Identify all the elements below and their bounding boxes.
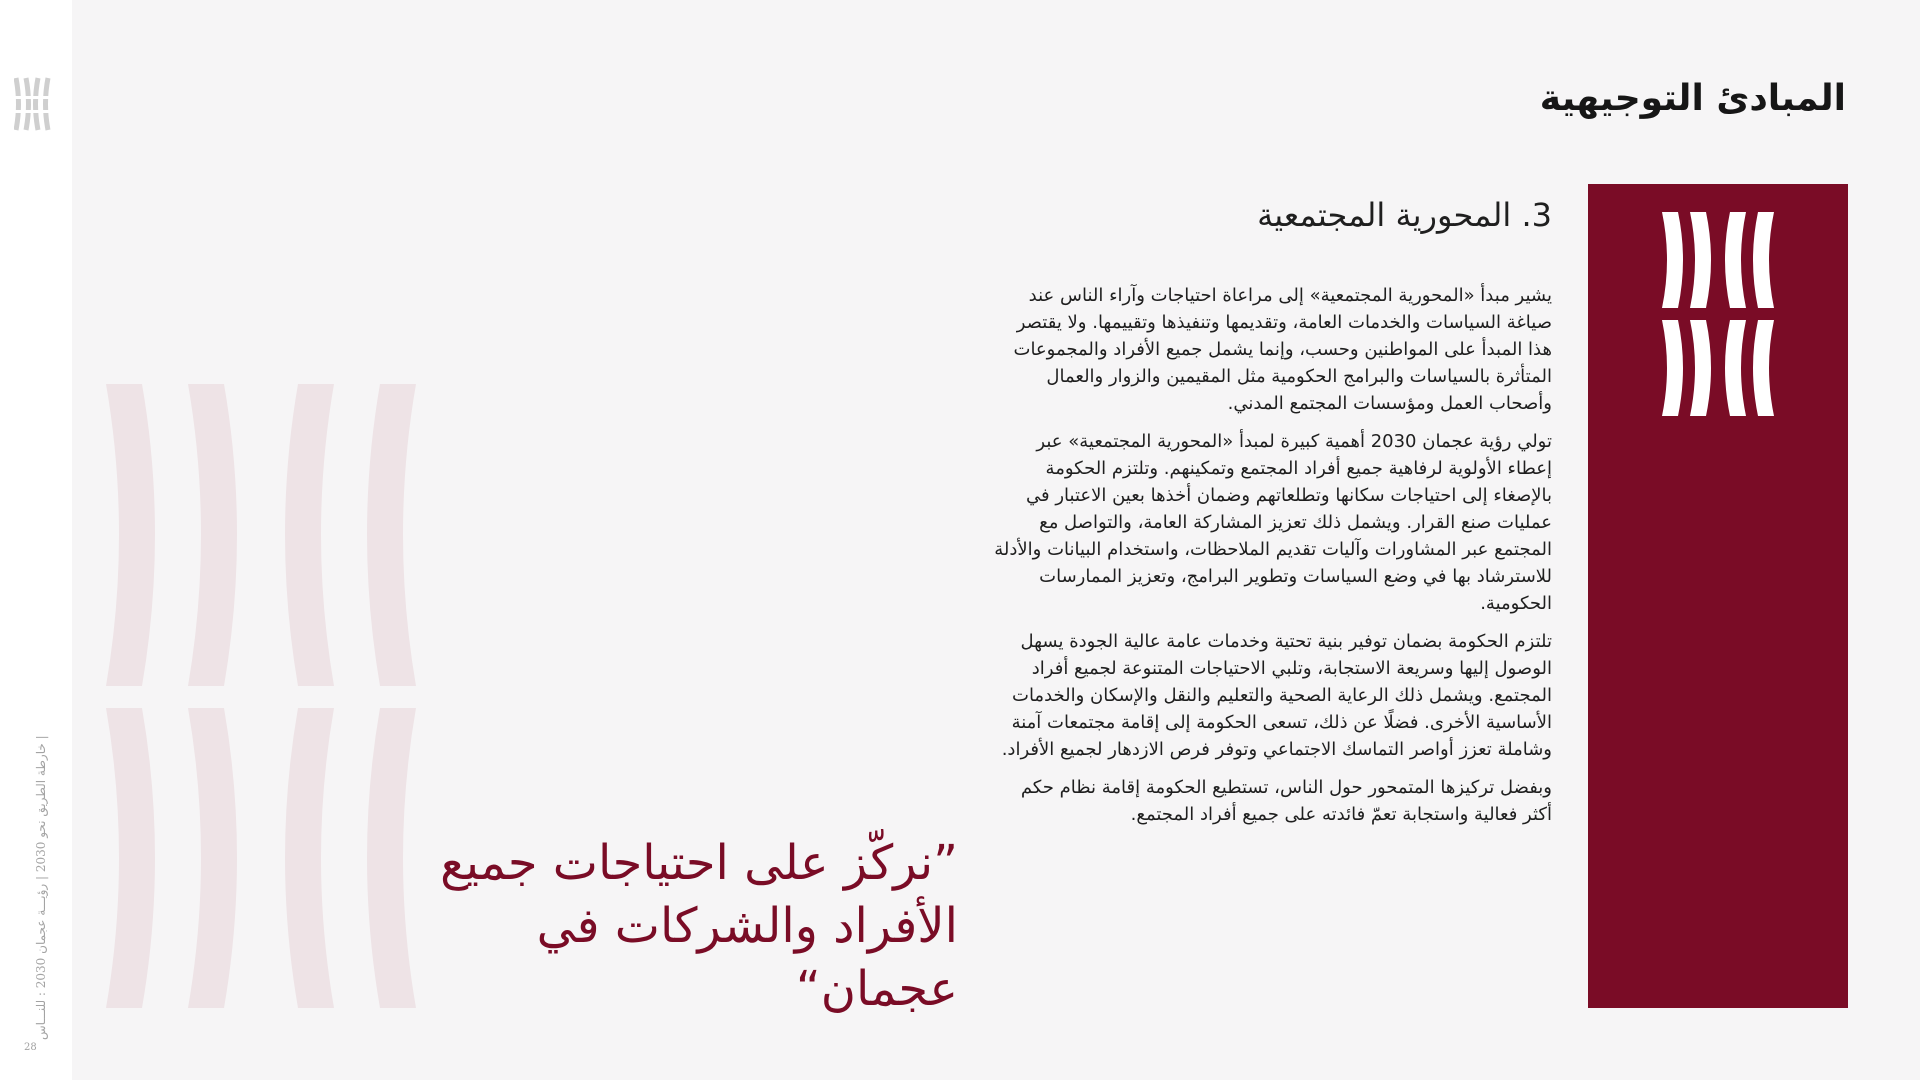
pull-quote: ”نركّز على احتياجات جميع الأفراد والشركات في عجمان“ (440, 835, 958, 1017)
body-paragraph: وبفضل تركيزها المتمحور حول الناس، تستطيع الحكومة إقامة نظام حكم أكثر فعالية واستجابة تعمّ فائدته على جميع أفراد المجتمع. (1020, 777, 1552, 825)
left-sidebar (0, 0, 72, 1080)
body-paragraph: يشير مبدأ «المحورية المجتمعية» إلى مراعاة احتياجات وآراء الناس عند صياغة السياسات والخدمات العامة، وتقديمها وتنفيذها وتقييمها. ولا يقتصر هذا المبدأ على المواطنين وحسب، وإنما يشمل جميع الأفراد والمجموعات المتأثرة بالسياسات والبرامج الحكومية مثل المقيمين والزوار والعمال وأصحاب العمل ومؤسسات المجتمع المدني. (1013, 285, 1552, 414)
sidebar-vertical-text: خارطة الطريق نحو 2030 | رؤيـــة عجمان 2030 : للنـــاس | (34, 735, 48, 1040)
section-heading: 3. المحورية المجتمعية (1257, 196, 1552, 234)
ajman-emblem-icon (1658, 210, 1778, 420)
page-number: 28 (24, 1042, 37, 1053)
body-paragraph: تلتزم الحكومة بضمان توفير بنية تحتية وخدمات عامة عالية الجودة يسهل الوصول إليها وسريعة الاستجابة، وتلبي الاحتياجات المتنوعة لجميع أفراد المجتمع. ويشمل ذلك الرعاية الصحية والتعليم والنقل والإسكان والخدمات الأساسية الأخرى. فضلًا عن ذلك، تسعى الحكومة إلى إقامة مجتمعات آمنة وشاملة تعزز أواصر التماسك الاجتماعي وتوفر فرص الازدهار لجميع الأفراد. (1001, 631, 1552, 760)
ajman-logo-icon (14, 72, 58, 136)
maroon-panel (1588, 184, 1848, 1008)
body-text (990, 282, 1552, 839)
background-pattern-icon (106, 384, 450, 1010)
body-paragraph: تولي رؤية عجمان 2030 أهمية كبيرة لمبدأ «المحورية المجتمعية» عبر إعطاء الأولوية لرفاهية جميع أفراد المجتمع وتمكينهم. وتلتزم الحكومة بالإصغاء إلى احتياجات سكانها وتطلعاتهم وضمان أخذها بعين الاعتبار في عمليات صنع القرار. ويشمل ذلك تعزيز المشاركة العامة، والتواصل مع المجتمع عبر المشاورات وآليات تقديم الملاحظات، واستخدام البيانات والأدلة للاسترشاد بها في وضع السياسات وتطوير البرامج، وتعزيز الممارسات الحكومية. (994, 431, 1552, 614)
page-title: المبادئ التوجيهية (1539, 78, 1846, 119)
